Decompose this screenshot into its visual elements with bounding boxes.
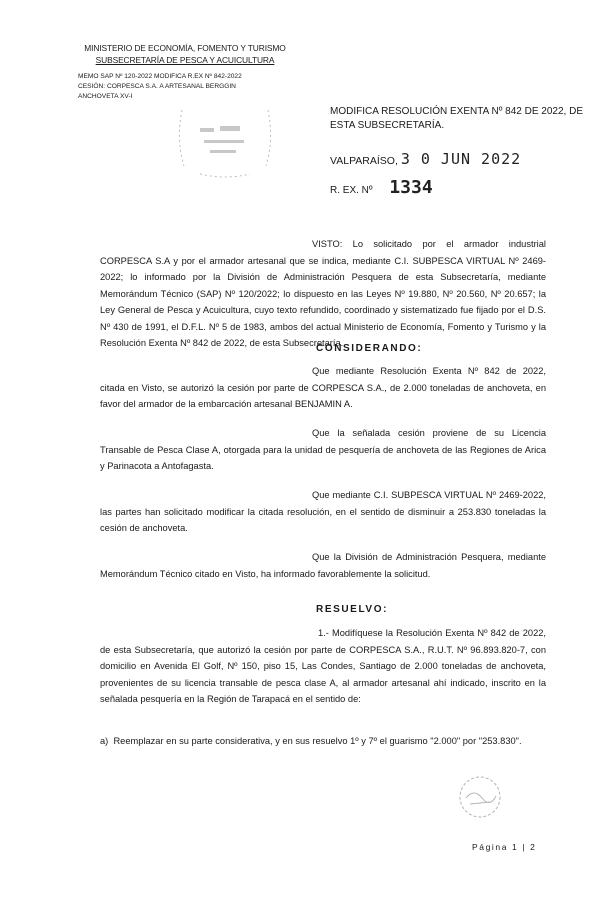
memo-line: MEMO SAP Nº 120-2022 MODIFICA R.EX Nº 842-2022	[78, 73, 242, 80]
official-seal-icon	[170, 100, 280, 180]
considerando-heading: CONSIDERANDO:	[316, 343, 423, 354]
memo-line: ANCHOVETA XV-I	[78, 93, 133, 100]
visto-text: Lo solicitado por el armador industrial CORPESCA S.A y por el armador artesanal que se indica, mediante C.I. SUBPESCA VIRTUAL Nº 2469-2022; lo informado por la División de Administración Pesquera de esta Subsecretaría, mediante Memorándum Técnico (SAP) Nº 120/2022; lo dispuesto en las Leyes Nº 19.880, Nº 20.560, Nº 20.657; la Ley General de Pesca y Acuicultura, cuyo texto refundido, coordinado y sistematizado fue fijado por el D.S. Nº 430 de 1991, el D.F.L. Nº 5 de 1983, ambos del actual Ministerio de Economía, Fomento y Turismo y la Resolución Exenta Nº 842 de 2022, de esta Subsecretaría.	[100, 239, 546, 348]
date-stamp: 3 0 JUN 2022	[400, 150, 522, 168]
subsecretaria-name: SUBSECRETARÍA DE PESCA Y ACUICULTURA	[95, 55, 275, 65]
resolution-date	[330, 150, 521, 168]
resolution-label: R. EX. Nº	[330, 185, 373, 196]
visto-lead: VISTO:	[312, 239, 343, 249]
resuelvo-paragraph-1	[100, 625, 546, 708]
resolution-number	[330, 177, 433, 198]
resuelvo-item-a	[100, 733, 550, 750]
item-label: a)	[100, 736, 109, 746]
considerando-paragraph-4	[100, 549, 546, 582]
paragraph-text: Que mediante Resolución Exenta Nº 842 de 2022, citada en Visto, se autorizó la cesión por parte de CORPESCA S.A., de 2.000 toneladas de anchoveta, en favor del armador de la embarcación artesanal BENJAMIN A.	[100, 366, 546, 409]
signature-stamp-icon	[450, 772, 510, 822]
paragraph-text: Que la División de Administración Pesquera, mediante Memorándum Técnico citado en Visto, ha informado favorablemente la solicitud.	[100, 552, 546, 579]
paragraph-text: Que mediante C.I. SUBPESCA VIRTUAL Nº 2469-2022, las partes han solicitado modificar la citada resolución, en el sentido de disminuir a 253.830 toneladas la cesión de anchoveta.	[100, 490, 546, 533]
considerando-paragraph-1	[100, 363, 546, 413]
paragraph-text: 1.- Modifíquese la Resolución Exenta Nº 842 de 2022, de esta Subsecretaría, que autorizó la cesión por parte de CORPESCA S.A., R.U.T. Nº 96.893.820-7, con domicilio en Avenida El Golf, Nº 150, piso 15, Las Condes, Santiago de 2.000 toneladas de anchoveta, provenientes de su licencia transable de pesca clase A, al armador artesanal ahí indicado, inscrito en la señalada pesquería en la Región de Tarapacá en el sentido de:	[100, 628, 546, 704]
resuelvo-heading: RESUELVO:	[316, 604, 388, 615]
considerando-paragraph-3	[100, 487, 546, 537]
memo-line: CESIÓN: CORPESCA S.A. A ARTESANAL BERGGIN	[78, 83, 236, 90]
ministry-name: MINISTERIO DE ECONOMÍA, FOMENTO Y TURISMO	[84, 43, 286, 53]
date-city: VALPARAÍSO,	[330, 155, 398, 167]
resolution-number-value: 1334	[389, 177, 433, 198]
item-text: Reemplazar en su parte considerativa, y en sus resuelvo 1º y 7º el guarismo "2.000" por "253.830".	[113, 736, 522, 746]
subject-line: MODIFICA RESOLUCIÓN EXENTA Nº 842 DE 2022, DE	[330, 106, 583, 117]
page-number: Página 1 | 2	[472, 842, 537, 852]
considerando-paragraph-2	[100, 425, 546, 475]
memo-reference	[78, 72, 308, 102]
visto-paragraph	[100, 236, 546, 352]
letterhead	[70, 42, 300, 66]
resolution-subject	[330, 105, 583, 133]
paragraph-text: Que la señalada cesión proviene de su Licencia Transable de Pesca Clase A, otorgada para la unidad de pesquería de anchoveta de las Regiones de Arica y Parinacota a Antofagasta.	[100, 428, 546, 471]
subject-line: ESTA SUBSECRETARÍA.	[330, 120, 445, 131]
